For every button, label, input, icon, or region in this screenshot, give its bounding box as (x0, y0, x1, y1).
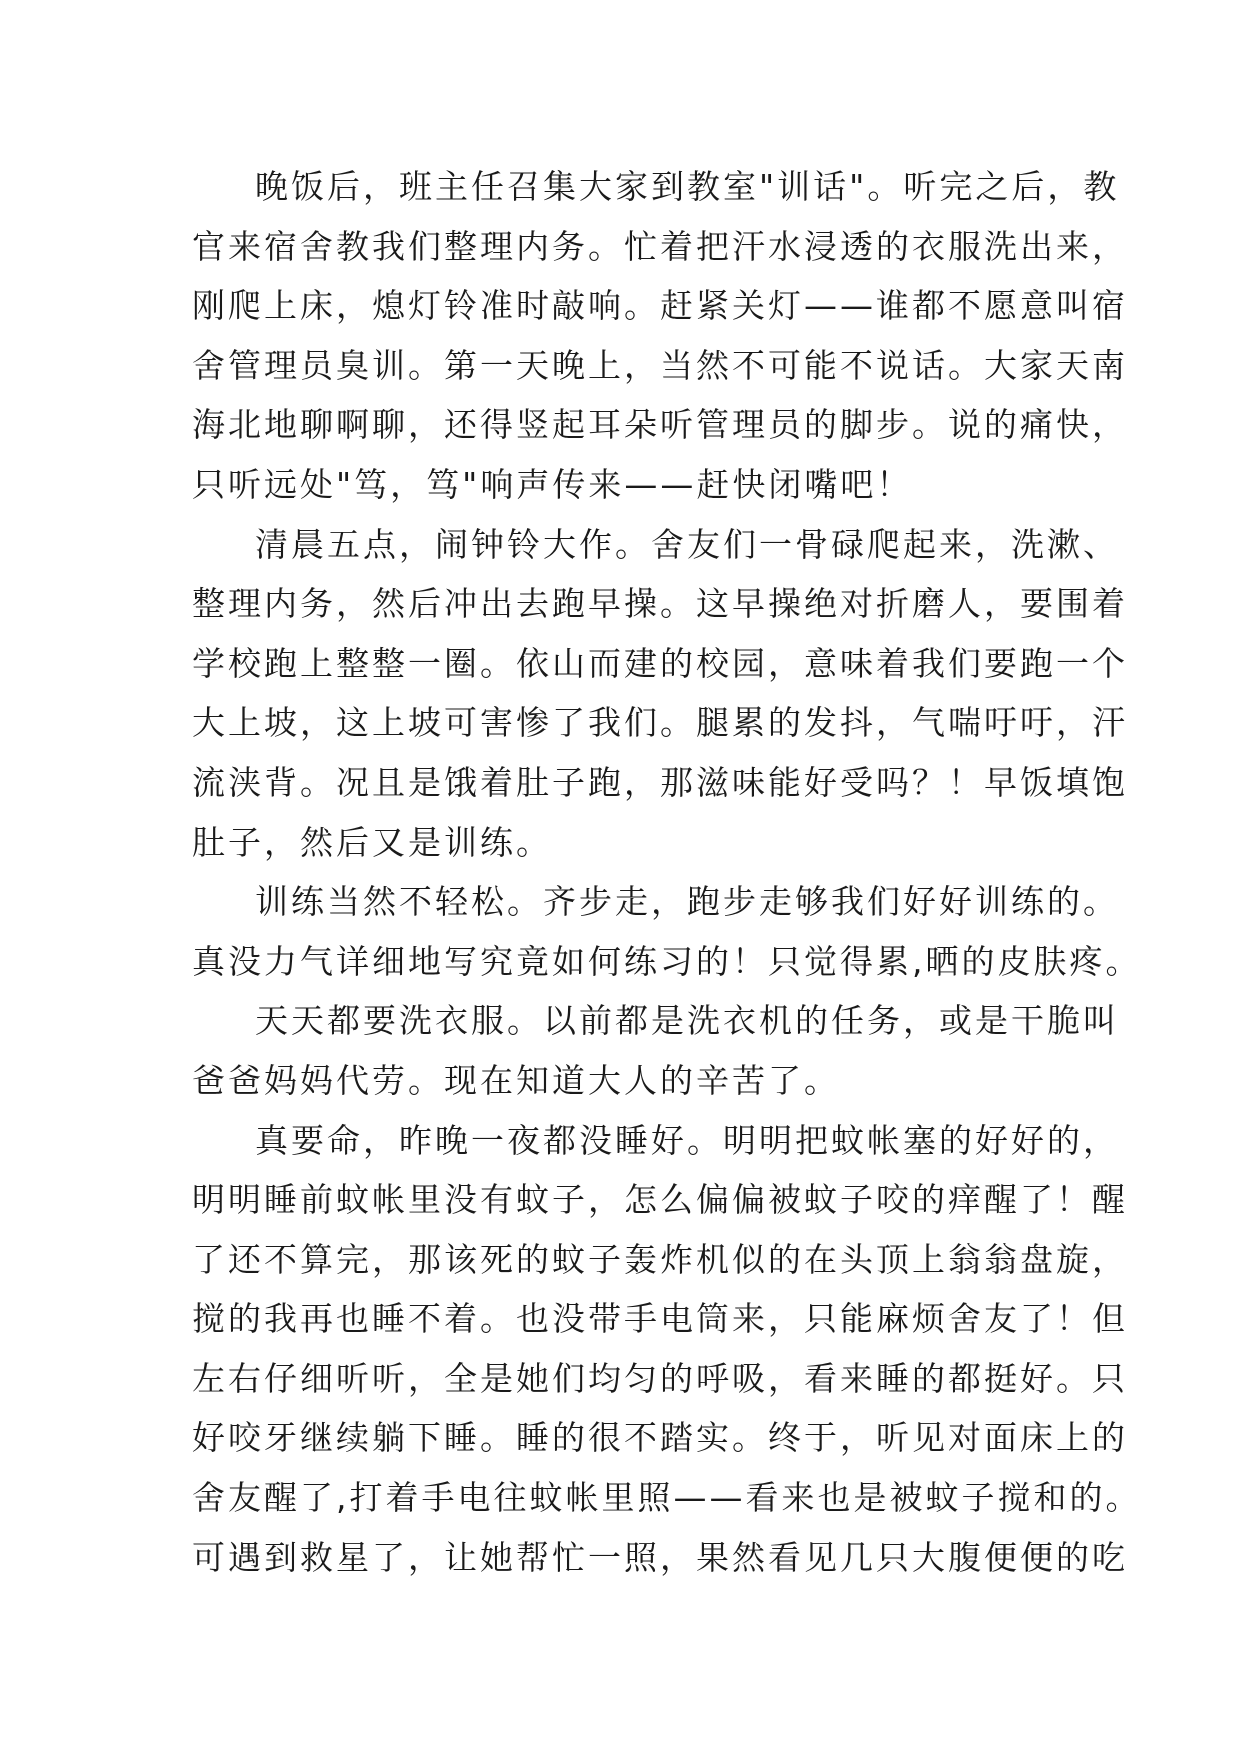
paragraph-2 (192, 515, 1128, 873)
paragraph-1 (192, 157, 1128, 515)
text-line: 只听远处"笃，笃"响声传来——赶快闭嘴吧！ (192, 464, 913, 504)
paragraph-4 (192, 991, 1119, 1110)
paragraph-5 (192, 1111, 1142, 1588)
text-line: 真没力气详细地写究竟如何练习的！只觉得累,晒的皮肤疼。 (192, 941, 1142, 981)
text-line: 晚饭后，班主任召集大家到教室"训话"。听完之后，教 (255, 167, 1120, 206)
text-line: 舍友醒了,打着手电往蚊帐里照——看来也是被蚊子搅和的。 (192, 1478, 1142, 1518)
text-line: 明明睡前蚊帐里没有蚊子，怎么偏偏被蚊子咬的痒醒了！醒 (192, 1180, 1128, 1220)
text-line: 官来宿舍教我们整理内务。忙着把汗水浸透的衣服洗出来， (192, 226, 1128, 266)
text-line: 爸爸妈妈代劳。现在知道大人的辛苦了。 (192, 1060, 840, 1100)
text-line: 海北地聊啊聊，还得竖起耳朵听管理员的脚步。说的痛快， (192, 405, 1128, 445)
text-line: 大上坡，这上坡可害惨了我们。腿累的发抖，气喘吁吁，汗 (192, 703, 1128, 743)
text-line: 天天都要洗衣服。以前都是洗衣机的任务，或是干脆叫 (255, 1001, 1119, 1041)
paragraph-3 (192, 872, 1142, 991)
text-line: 搅的我再也睡不着。也没带手电筒来，只能麻烦舍友了！但 (192, 1299, 1128, 1339)
text-line: 流浃背。况且是饿着肚子跑，那滋味能好受吗？！早饭填饱 (192, 762, 1128, 802)
text-line: 好咬牙继续躺下睡。睡的很不踏实。终于，听见对面床上的 (192, 1418, 1128, 1458)
text-line: 左右仔细听听，全是她们均匀的呼吸，看来睡的都挺好。只 (192, 1358, 1128, 1398)
text-line: 肚子，然后又是训练。 (192, 822, 552, 862)
essay-body (192, 157, 1142, 1587)
text-line: 整理内务，然后冲出去跑早操。这早操绝对折磨人，要围着 (192, 584, 1128, 624)
text-line: 刚爬上床，熄灯铃准时敲响。赶紧关灯——谁都不愿意叫宿 (192, 286, 1128, 326)
text-line: 真要命，昨晚一夜都没睡好。明明把蚊帐塞的好好的， (255, 1120, 1119, 1160)
text-line: 清晨五点，闹钟铃大作。舍友们一骨碌爬起来，洗漱、 (255, 524, 1119, 564)
text-line: 训练当然不轻松。齐步走，跑步走够我们好好训练的。 (255, 882, 1119, 922)
text-line: 学校跑上整整一圈。依山而建的校园，意味着我们要跑一个 (192, 643, 1128, 683)
text-line: 舍管理员臭训。第一天晚上，当然不可能不说话。大家天南 (192, 345, 1128, 385)
text-line: 了还不算完，那该死的蚊子轰炸机似的在头顶上翁翁盘旋， (192, 1239, 1128, 1279)
text-line: 可遇到救星了，让她帮忙一照，果然看见几只大腹便便的吃 (192, 1537, 1128, 1577)
